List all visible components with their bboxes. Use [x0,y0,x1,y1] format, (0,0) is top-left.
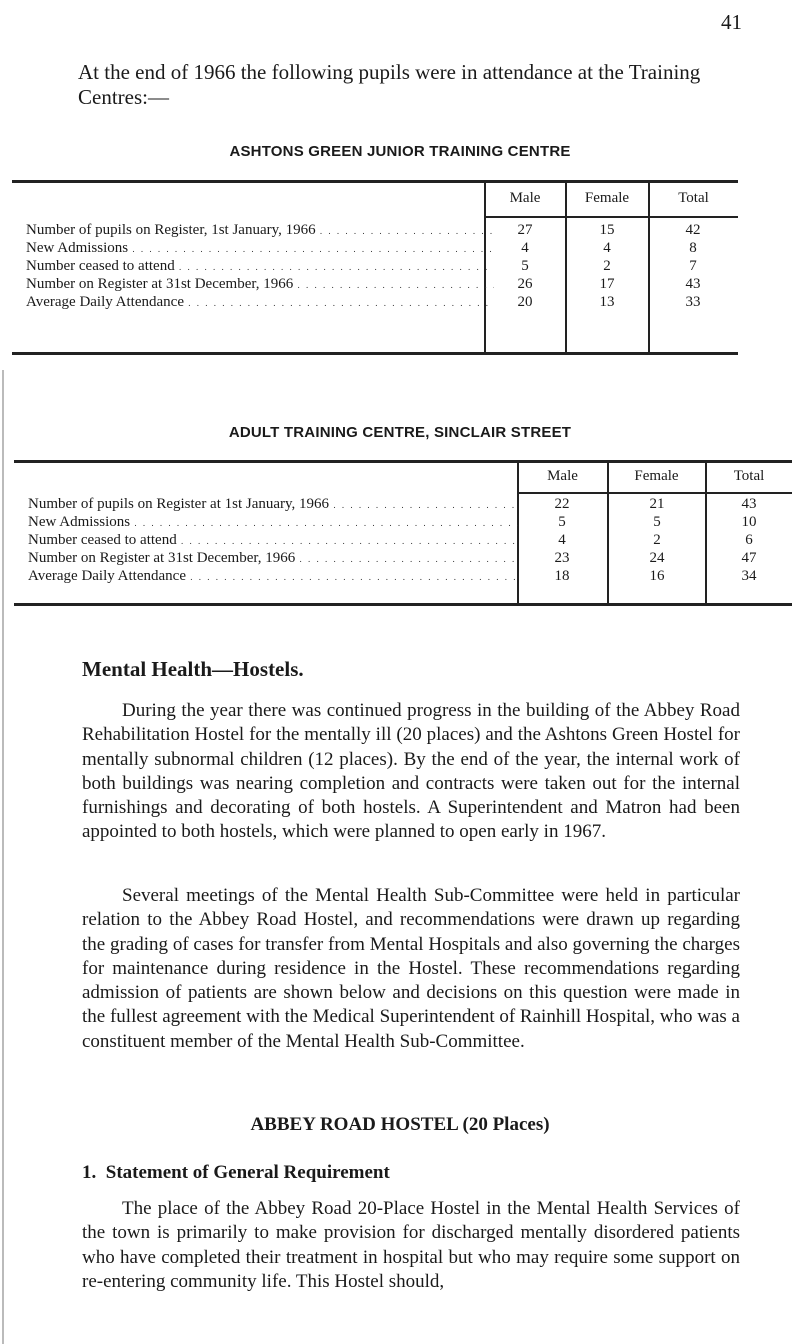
cell-female: 16 [649,568,665,584]
cell-male: 5 [521,258,529,274]
paragraph-general-requirement: The place of the Abbey Road 20-Place Hostel in the Mental Health Services of the town is primarily to make provision for discharged mentally disordered patients who have completed their treatment in hospital but who may require some support on re-entering community life. This Hostel should, [82,1198,740,1292]
table-row [12,222,738,239]
col-header-female: Female [584,190,630,206]
page-edge-shadow [2,370,4,1344]
table-row [12,276,738,293]
subheading-general-requirement: 1. Statement of General Requirement [82,1162,390,1183]
intro-text: At the end of 1966 the following pupils were in attendance at the Training Centres:— [78,60,701,109]
cell-total: 10 [741,514,757,530]
cell-total: 33 [685,294,701,310]
row-label: Number ceased to attend . . . [28,532,518,550]
cell-total: 8 [689,240,697,256]
cell-male: 27 [517,222,533,238]
col-header-male: Male [509,190,541,206]
cell-female: 17 [599,276,615,292]
table-row [14,496,792,513]
cell-total: 43 [741,496,757,512]
table-header-rule [517,492,792,494]
col-header-total: Total [678,190,709,206]
cell-male: 23 [554,550,570,566]
cell-female: 24 [649,550,665,566]
table-top-rule [14,460,792,463]
table-ashtons-green [12,180,738,356]
cell-male: 5 [558,514,566,530]
table-bottom-rule [14,603,792,606]
cell-male: 22 [554,496,570,512]
cell-male: 18 [554,568,570,584]
row-label: Number ceased to attend . . . [26,258,494,276]
cell-male: 4 [521,240,529,256]
row-label: Number on Register at 31st December, 1966 . . . [28,550,518,568]
row-label: New Admissions . . . [28,514,518,532]
cell-male: 26 [517,276,533,292]
table-row [12,240,738,257]
table-top-rule [12,180,738,183]
col-header-female: Female [634,468,679,484]
cell-male: 4 [558,532,566,548]
col-header-total: Total [733,468,765,484]
page-number: 41 [721,10,742,34]
table-row [14,532,792,549]
cell-female: 2 [653,532,661,548]
row-label: Number of pupils on Register, 1st January, 1966 . . . [26,222,494,240]
table-row [12,258,738,275]
col-header-male: Male [547,468,578,484]
cell-female: 13 [599,294,615,310]
paragraph-hostels-progress: During the year there was continued progress in the building of the Abbey Road Rehabilitation Hostel for the mentally ill (20 places) and the Ashtons Green Hostel for mentally subnormal children (12 places). By the end of the year, the internal work of both buildings was nearing completion and contracts were taken out for the internal furnishings and decorating of both hostels. A Superintendent and Matron had been appointed to both hostels, which were planned to open early in 1967. [82,700,740,843]
cell-total: 6 [745,532,753,548]
table-title-sinclair-street: ADULT TRAINING CENTRE, SINCLAIR STREET [228,424,572,441]
cell-female: 4 [603,240,611,256]
cell-total: 34 [741,568,757,584]
row-label: Number of pupils on Register at 1st January, 1966 . . . [28,496,518,514]
cell-total: 7 [689,258,697,274]
row-label: Number on Register at 31st December, 1966 . . . [26,276,494,294]
table-header-rule [484,216,738,218]
cell-total: 47 [741,550,757,566]
row-label: Average Daily Attendance . . . [26,294,494,312]
cell-female: 2 [603,258,611,274]
cell-male: 20 [517,294,533,310]
row-label: New Admissions . . . [26,240,494,258]
cell-total: 43 [685,276,701,292]
table-sinclair-street [14,460,792,610]
cell-female: 21 [649,496,665,512]
cell-total: 42 [685,222,701,238]
paragraph-sub-committee: Several meetings of the Mental Health Sub-Committee were held in particular relation to the Abbey Road Hostel, and recommendations were drawn up regarding the grading of cases for transfer from Mental Hospitals and also governing the charges for maintenance during residence in the Hostel. These recommendations regarding admission of patients are shown below and decisions on this question were made in the fullest agreement with the Medical Superintendent of Rainhill Hospital, who was a constituent member of the Mental Health Sub-Committee. [82,885,740,1052]
row-label: Average Daily Attendance . . . [28,568,518,586]
table-row [12,294,738,311]
table-bottom-rule [12,352,738,355]
table-title-ashtons-green: ASHTONS GREEN JUNIOR TRAINING CENTRE [229,143,571,160]
cell-female: 5 [653,514,661,530]
hostel-heading: ABBEY ROAD HOSTEL (20 Places) [250,1114,550,1135]
section-heading: Mental Health—Hostels. [82,657,304,681]
table-row [14,514,792,531]
table-row [14,568,792,585]
cell-female: 15 [599,222,615,238]
table-row [14,550,792,567]
